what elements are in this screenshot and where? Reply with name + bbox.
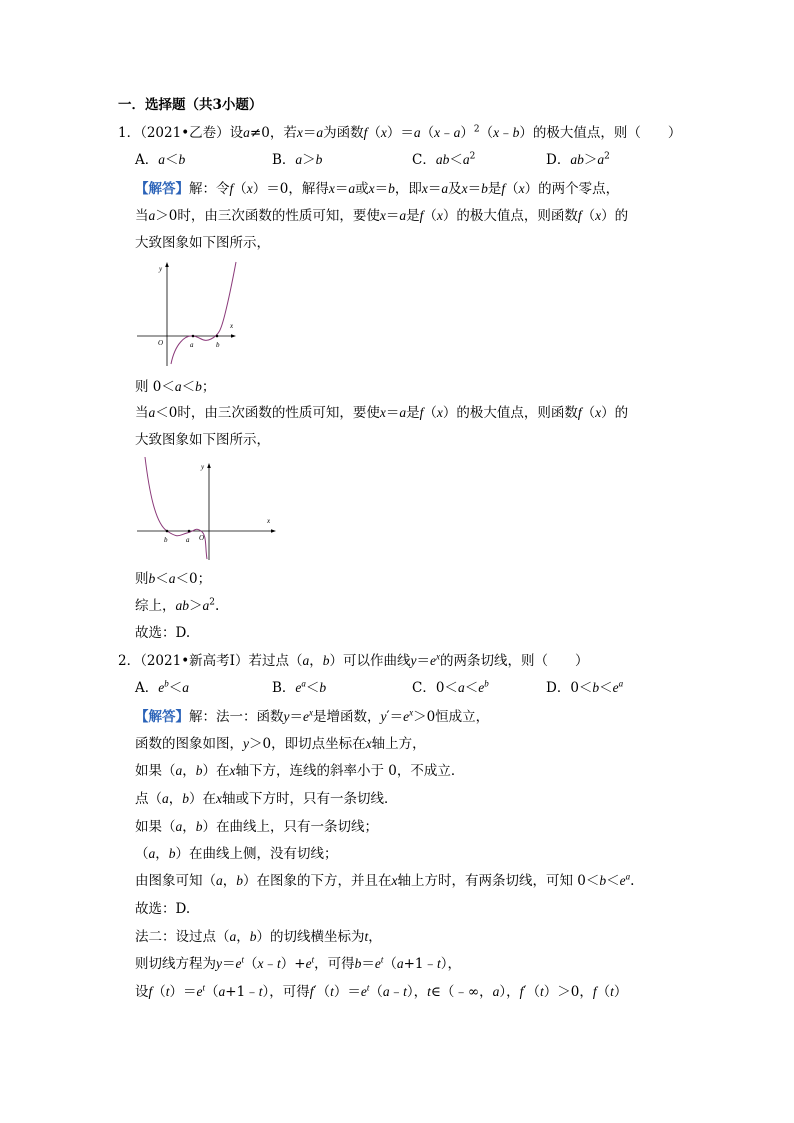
q1-solution-line-5: 当a＜0时，由三次函数的性质可知，要使x＝a是f（x）的极大值点，则函数f（x）的 [135, 405, 629, 421]
point-b [166, 530, 169, 533]
q1-solution-line-3: 大致图象如下图所示， [135, 235, 270, 251]
option-b[interactable]: B．a＞b [272, 152, 323, 168]
question-2-options [135, 679, 735, 697]
question-2-stem: 2．（2021•新高考Ⅰ）若过点（a，b）可以作曲线$y=e^x$的两条切线，则（ ） [118, 651, 589, 669]
y-axis-arrow-icon [165, 262, 169, 267]
point-b [216, 335, 219, 338]
option-a[interactable]: A．$e^b<a$ [135, 678, 189, 696]
x-axis-arrow-icon [271, 529, 276, 533]
label-b: b [164, 536, 168, 544]
q2-solution-line-3: 如果（a，b）在x轴下方，连线的斜率小于 0，不成立． [135, 763, 465, 779]
q2-solution-line-6: （a，b）在曲线上侧，没有切线； [135, 846, 338, 862]
option-d[interactable]: D．$ab>a^2$ [546, 151, 610, 168]
x-axis-arrow-icon [231, 334, 236, 338]
label-a: a [186, 536, 190, 544]
label-origin: O [158, 339, 164, 347]
q1-solution-line-8: 综上，$ab>a^2$. [135, 597, 220, 614]
label-y: y [159, 265, 163, 273]
q2-solution-line-2: 函数的图象如图，y＞0，即切点坐标在x轴上方， [135, 736, 426, 752]
q2-solution-line-5: 如果（a，b）在曲线上，只有一条切线； [135, 819, 378, 835]
q2-solution-line-8: 故选：D. [135, 901, 191, 917]
q1-solution-line-4: 则 0＜a＜b； [135, 379, 216, 395]
option-c[interactable]: C．$0<a<e^b$ [412, 678, 489, 696]
label-y: y [201, 463, 205, 471]
q1-solution-line-9: 故选：D. [135, 625, 191, 641]
option-b[interactable]: B．$e^a<b$ [272, 678, 327, 696]
option-a[interactable]: A．a＜b [135, 152, 186, 168]
q2-solution-line-11: 设$f(t)=e^t(a+1﹣t)$，可得$f'(t)=e^t(a﹣t)$，t∈（﹣∞，a），f′（t）＞0，f（t） [135, 982, 628, 1000]
q1-solution-line-1: 【解答】解：令f（x）＝0，解得x＝a或x＝b，即x＝a及x＝b是f（x）的两个零点， [135, 181, 620, 197]
q2-solution-line-7: 由图象可知（a，b）在图象的下方，并且在x轴上方时，有两条切线，可知 $0<b<e^a$. [135, 871, 635, 889]
q2-solution-line-1: 【解答】解：法一：函数$y=e^x$是增函数，$y'=e^x>0$恒成立， [135, 707, 490, 725]
q1-solution-line-2: 当a＞0时，由三次函数的性质可知，要使x＝a是f（x）的极大值点，则函数f（x）的 [135, 208, 629, 224]
question-1-options [135, 151, 735, 169]
graph-case-a-positive [133, 258, 243, 370]
answer-tag: 【解答】 [135, 181, 189, 197]
option-c[interactable]: C．$ab<a^2$ [412, 151, 476, 168]
q1-solution-line-6: 大致图象如下图所示， [135, 432, 270, 448]
label-x: x [267, 517, 271, 525]
label-origin: O [199, 534, 205, 542]
q2-solution-line-4: 点（a，b）在x轴或下方时，只有一条切线． [135, 791, 398, 807]
option-d[interactable]: D．$0<b<e^a$ [546, 678, 624, 696]
cubic-curve [171, 262, 236, 364]
label-a: a [190, 341, 194, 349]
label-x: x [230, 322, 234, 330]
point-a [188, 530, 191, 533]
answer-tag: 【解答】 [135, 709, 189, 725]
label-b: b [216, 341, 220, 349]
q2-solution-line-10: 则切线方程为$y=e^t(x﹣t)+e^t$，可得$b=e^t(a+1﹣t)$， [135, 954, 462, 972]
cubic-curve [145, 457, 207, 559]
graph-case-a-negative [133, 455, 283, 565]
question-1-stem: 1．（2021•乙卷）设a≠0，若x＝a为函数f（x）＝a（x﹣a）$^2$（x﹣b）的极大值点，则（ ） [118, 124, 682, 141]
y-axis-arrow-icon [207, 463, 211, 468]
section-title: 一．选择题（共3小题） [118, 97, 263, 113]
point-a [192, 335, 195, 338]
q2-solution-line-9: 法二：设过点（a，b）的切线横坐标为t， [135, 929, 382, 945]
q1-solution-line-7: 则b＜a＜0； [135, 571, 212, 587]
